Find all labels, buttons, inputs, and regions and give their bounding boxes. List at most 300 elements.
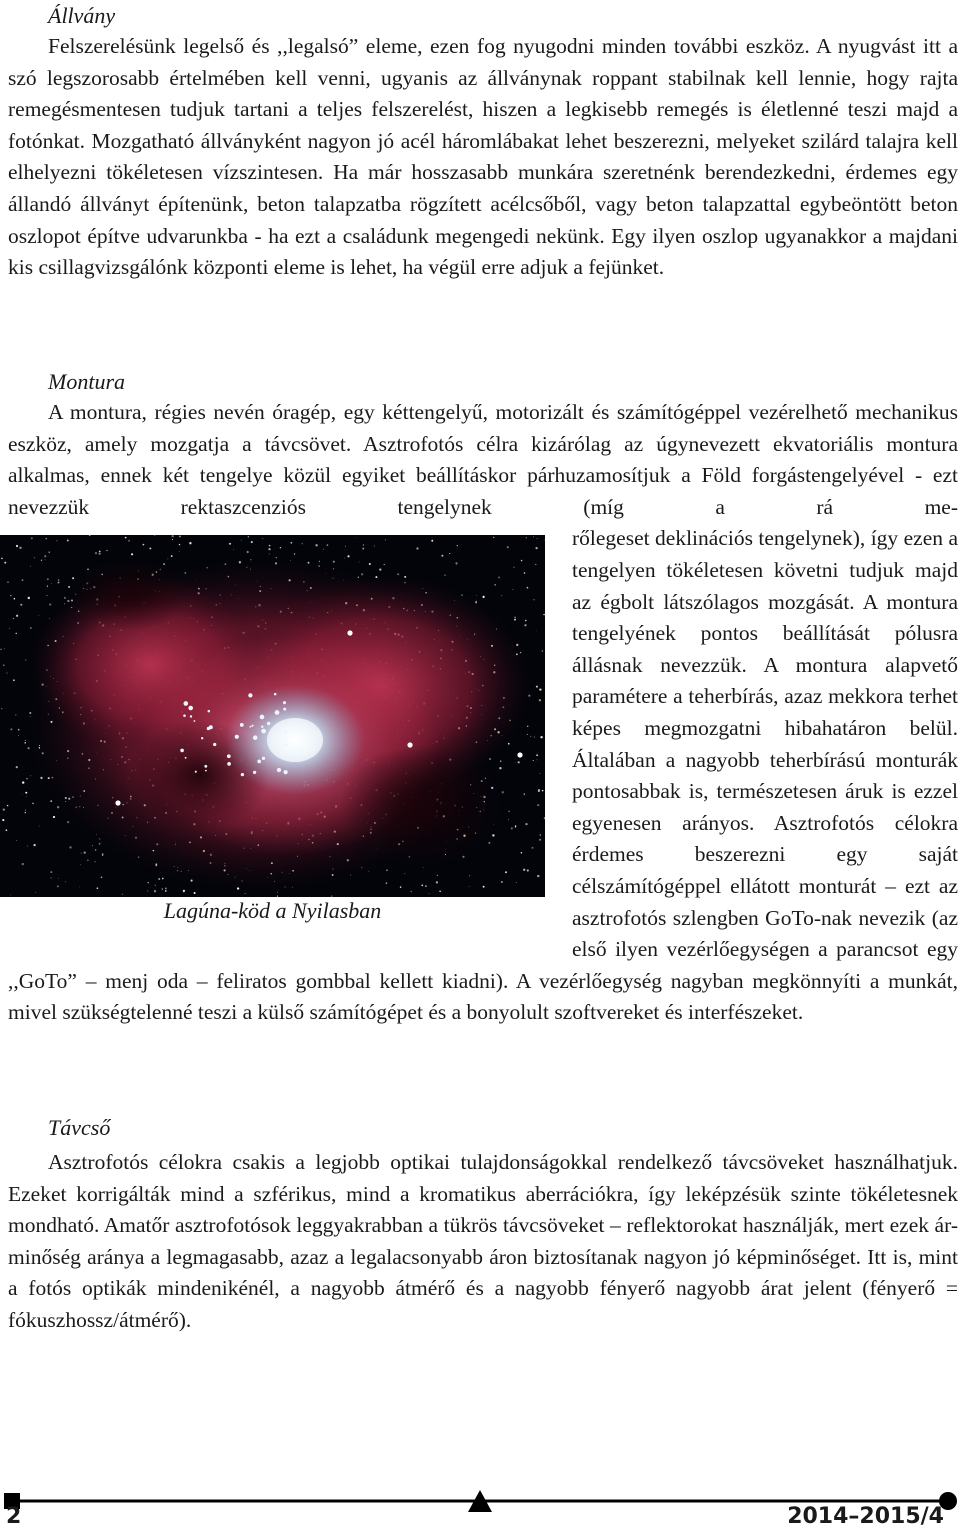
star [4,649,5,650]
star [9,628,10,629]
star [291,542,293,544]
star [189,542,191,544]
star [251,541,253,543]
star [3,809,5,811]
star [131,554,133,556]
star [67,821,69,823]
star [444,575,445,576]
star [333,561,335,563]
star [229,543,231,545]
star [524,794,525,795]
star [449,553,450,554]
star [542,790,544,792]
star [269,554,270,555]
star [35,893,36,894]
star [502,791,504,793]
star [18,729,20,731]
issue-number: 2014–2015/4 [787,1504,944,1529]
cluster-star [267,722,270,725]
star [521,852,523,854]
star [50,878,51,879]
star [525,620,527,622]
star [44,555,46,557]
star [7,582,8,583]
star [26,796,27,797]
cluster-star [275,711,280,716]
star [539,839,541,841]
star [437,875,438,876]
star [294,554,295,555]
cluster-star [227,762,231,766]
star [277,893,278,894]
star [6,830,8,832]
star [172,535,174,537]
star [439,891,441,893]
star [87,860,89,862]
star [1,708,2,709]
star [99,551,101,553]
star [92,846,93,847]
star [99,553,101,555]
cluster-star [257,760,261,764]
cluster-star [253,771,256,774]
star [38,615,39,616]
star [508,819,509,820]
star [421,885,423,887]
figure-laguna-nebula [0,523,562,953]
star [386,870,387,871]
star [488,842,490,844]
star [347,556,349,558]
star [147,891,148,892]
paragraph-montura-continued: rőlegeset deklinációs tengelynek), így ezen a tengelyen tökéletesen követni tudjuk majd az égbolt látszólagos mozgását. A montura tengelyének pontos beállítását pólusra állásnak nevezzük. A montura alapvető paramétere a teherbírás, azaz mekkora terhet képes megmozgatni hibahatáron belül. Általában a nagyobb teherbírású monturák pontosabbak is, természetesen áruk is ezzel egyenesen arányos. Asztrofotós célokra érdemes beszerezni egy saját célszámítógéppel ellátott monturát – ezt az asztrofotós szlengben GoTo-nak nevezik (az első ilyen vezérlőegységen a parancsot egy ,,GoTo” – menj oda – feliratos gombbal kellett kiadni). A vezérlőegység nagyban megkönnyíti a munkát, mivel szükségtelenné teszi a külső számítógépet és a bonyolult szoftvereket és interfészeket. [8,526,958,1025]
cluster-star [251,725,253,727]
star [194,892,196,894]
star [50,872,52,874]
star [26,778,28,780]
star [441,555,443,557]
page-number: 2 [6,1504,22,1529]
figure-caption: Lagúna-köd a Nyilasban [163,898,382,924]
star [64,597,66,599]
star [39,826,40,827]
star [513,567,514,568]
cluster-star [183,702,188,707]
cluster-star [201,737,203,739]
cluster-star [277,768,281,772]
star [500,761,501,762]
star [544,540,545,541]
star [356,538,357,539]
star [183,892,184,893]
section-heading-montura: Montura [48,369,125,394]
star [530,736,531,737]
star [80,865,81,866]
star [537,804,539,806]
star [183,890,185,892]
cluster-star [208,710,211,713]
star [10,729,12,731]
star [241,540,242,541]
star [162,878,164,880]
star [345,546,346,547]
star [515,763,516,764]
star [455,562,457,564]
star [25,810,26,811]
cluster-star [283,702,286,705]
star [4,562,6,564]
star [536,686,538,688]
star [469,876,470,877]
star [33,844,35,846]
star [469,886,470,887]
star [508,743,510,745]
star [158,878,160,880]
star [31,538,33,540]
star [327,545,329,547]
star [501,881,503,883]
star [431,540,433,542]
star [537,875,539,877]
star [34,557,35,558]
star [492,835,494,837]
star [16,633,17,634]
star [22,580,24,582]
star [128,540,130,542]
star [359,562,360,563]
star [179,536,181,538]
star [10,595,11,596]
star [2,819,4,821]
star [49,552,50,553]
star [84,852,86,854]
nebula-image [0,535,545,897]
star [514,617,516,619]
star [416,548,418,550]
star [527,587,529,589]
star [539,689,541,691]
cluster-star [205,770,207,772]
star [319,561,320,562]
star [16,615,18,617]
star [1,558,3,560]
star [379,569,381,571]
star [462,856,464,858]
star [425,886,427,888]
star [533,599,534,600]
cluster-star [283,708,286,711]
star [276,557,277,558]
star [537,760,538,761]
star [526,537,527,538]
star [79,887,80,888]
star [58,580,59,581]
cluster-star [261,726,263,728]
cluster-star [180,749,184,753]
star [508,811,509,812]
star [539,699,541,701]
star [27,846,28,847]
bright-star [347,631,352,636]
star [19,547,21,549]
section-heading-allvany: Állvány [48,3,116,28]
star [539,773,540,774]
cluster-star [298,719,300,721]
star [58,582,60,584]
page-footer [0,1490,960,1534]
star [94,861,95,862]
star [483,596,485,598]
star [505,872,507,874]
star [72,578,74,580]
star [47,595,48,596]
star [30,776,31,777]
cluster-star [261,729,266,734]
star [362,548,364,550]
star [457,545,458,546]
star [179,544,180,545]
star [97,888,99,890]
star [68,586,70,588]
montura-block [8,397,958,1029]
star [493,537,494,538]
cluster-star [188,706,193,711]
star [25,740,26,741]
star [369,563,371,565]
star [154,890,156,892]
star [535,547,537,549]
star [233,549,234,550]
cluster-star [284,770,288,774]
star [527,870,529,872]
star [162,889,164,891]
star [14,598,16,600]
star [165,887,166,888]
star [534,737,535,738]
star [7,673,8,674]
star [57,806,59,808]
star [165,890,167,892]
star [533,760,534,761]
star [143,544,145,546]
cluster-star [227,755,231,759]
star [361,574,363,576]
star [374,546,375,547]
star [476,596,477,597]
star [16,766,18,768]
star [53,816,55,818]
star [13,680,15,682]
section-heading-tavcso: Távcső [48,1115,111,1140]
star [248,536,250,538]
star [22,782,24,784]
star [521,560,523,562]
star [49,604,51,606]
cluster-star [195,771,197,773]
star [41,560,42,561]
star [268,548,270,550]
star [32,803,33,804]
star [400,887,401,888]
cluster-star [240,723,244,727]
star [269,545,271,547]
star [507,547,509,549]
star [540,736,542,738]
cluster-star [260,715,265,720]
star [56,541,57,542]
star [247,551,249,553]
star [514,619,516,621]
star [494,585,495,586]
star [101,877,103,879]
star [524,624,526,626]
star [538,789,540,791]
star [512,589,513,590]
cluster-star [185,757,187,759]
star [524,573,525,574]
star [95,850,96,851]
cluster-star [262,757,265,760]
star [106,550,107,551]
star [540,835,541,836]
paragraph-tavcso: Asztrofotós célokra csakis a legjobb optikai tulajdonságokkal rendelkező távcsöveket használhatjuk. Ezeket korrigálták mind a szférikus, mind a kromatikus aberrációkra, így leképzésük szinte tökéletesnek mondható. Amatőr asztrofotósok leggyakrabban a tükrös távcsöveket – reflektorokat használják, mert ezek ár-minőség aránya a legmagasabb, azaz a legalacsonyabb áron biztosítanak nagyon jó képminőséget. Itt is, mint a fotós optikák mindenikénél, a nagyobb átmérő és a nagyobb fényerő nagyobb árat jelent (fényerő = fókuszhossz/átmérő). [8,1150,958,1332]
star [24,742,26,744]
cluster-star [194,720,196,722]
star [384,564,385,565]
star [363,545,364,546]
cluster-star [241,773,244,776]
star [516,882,517,883]
star [30,566,31,567]
star [67,540,69,542]
star [525,823,527,825]
star [536,631,537,632]
cluster-star [274,693,277,696]
star [16,545,18,547]
star [25,792,27,794]
star [125,537,127,539]
star [541,651,543,653]
star [290,560,291,561]
star [515,826,517,828]
star [537,539,538,540]
star [22,863,24,865]
star [47,579,49,581]
star [533,537,534,538]
star [280,547,281,548]
cluster-star [235,735,239,739]
cluster-star [249,726,251,728]
cluster-star [190,716,192,718]
star [498,577,500,579]
star [245,893,246,894]
star [315,544,317,546]
star [368,871,369,872]
star [165,888,166,889]
star [58,878,59,879]
nebula-photo [0,535,545,897]
star [511,828,513,830]
bright-star [517,753,522,758]
star [179,552,180,553]
star [163,564,165,566]
star [25,812,26,813]
star [149,548,151,550]
star [397,574,399,576]
star [323,549,324,550]
bright-star [407,743,412,748]
paragraph-montura-intro: A montura, régies nevén óragép, egy kéttengelyű, motorizált és számítógéppel vezérelhető mechanikus eszköz, amely mozgatja a távcsövet. Asztrofotós célra kizárólag az úgynevezett ekvatoriális montura alkalmas, ennek két tengelye közül egyiket beállításkor párhuzamosítjuk a Föld forgástengelyével - ezt nevezzük rektaszcenziós tengelynek (míg a rá me- [8,400,958,519]
star [3,665,5,667]
star [81,853,82,854]
star [262,538,263,539]
star [308,562,310,564]
star [527,734,528,735]
star [344,558,345,559]
star [69,847,71,849]
star [172,540,173,541]
star [155,885,156,886]
star [385,540,386,541]
star [423,868,424,869]
star [171,556,173,558]
star [386,883,388,885]
cluster-star [285,744,288,747]
star [28,747,30,749]
star [532,847,534,849]
star [7,805,8,806]
bright-star [115,801,120,806]
star [436,882,438,884]
star [499,767,501,769]
star [65,882,66,883]
star [16,840,17,841]
star [543,614,544,615]
star [148,882,149,883]
cluster-star [248,694,252,698]
star [410,891,412,893]
star [50,801,52,803]
cluster-star [213,743,216,746]
star [28,597,30,599]
star [523,869,525,871]
star [47,586,48,587]
star [30,628,32,630]
star [483,886,485,888]
star [15,715,16,716]
star [404,874,405,875]
star [22,794,23,795]
cluster-star [284,731,287,734]
paragraph-allvany: Felszerelésünk legelső és ,,legalsó” eleme, ezen fog nyugodni minden további eszköz. A nyugvást itt a szó legszorosabb értelmében kell venni, ugyanis az állványnak roppant stabilnak kell lennie, hogy rajta remegésmentesen tudjuk tartani a teljes felszerelést, hiszen a legkisebb remegés is életlenné teszi majd a fotónkat. Mozgatható állványként nagyon jó acél háromlábakat lehet beszerezni, melyeket szilárd talajra kell elhelyezni tökéletesen vízszintesen. Ha már hosszasabb munkára szeretnénk berendezkedni, érdemes egy állandó állványt építenünk, beton talapzatba rögzített acélcsőből, vagy beton talapzattal egybeöntött beton oszlopot építve udvarunkba - ha ezt a családunk megengedi nekünk. Egy ilyen oszlop ugyanakkor a majdani kis csillagvizsgálónk központi eleme is lehet, ha végül erre adjuk a fejünket. [8,34,958,280]
star [13,618,14,619]
star [536,755,538,757]
star [46,538,47,539]
star [95,552,97,554]
star [57,886,59,888]
star [168,559,169,560]
cluster-star [183,715,186,718]
star [535,564,536,565]
star [302,543,303,544]
star [518,762,520,764]
star [501,596,502,597]
star [51,583,52,584]
cluster-star [204,765,207,768]
star [0,649,1,650]
star [45,560,46,561]
cluster-star [253,736,258,741]
